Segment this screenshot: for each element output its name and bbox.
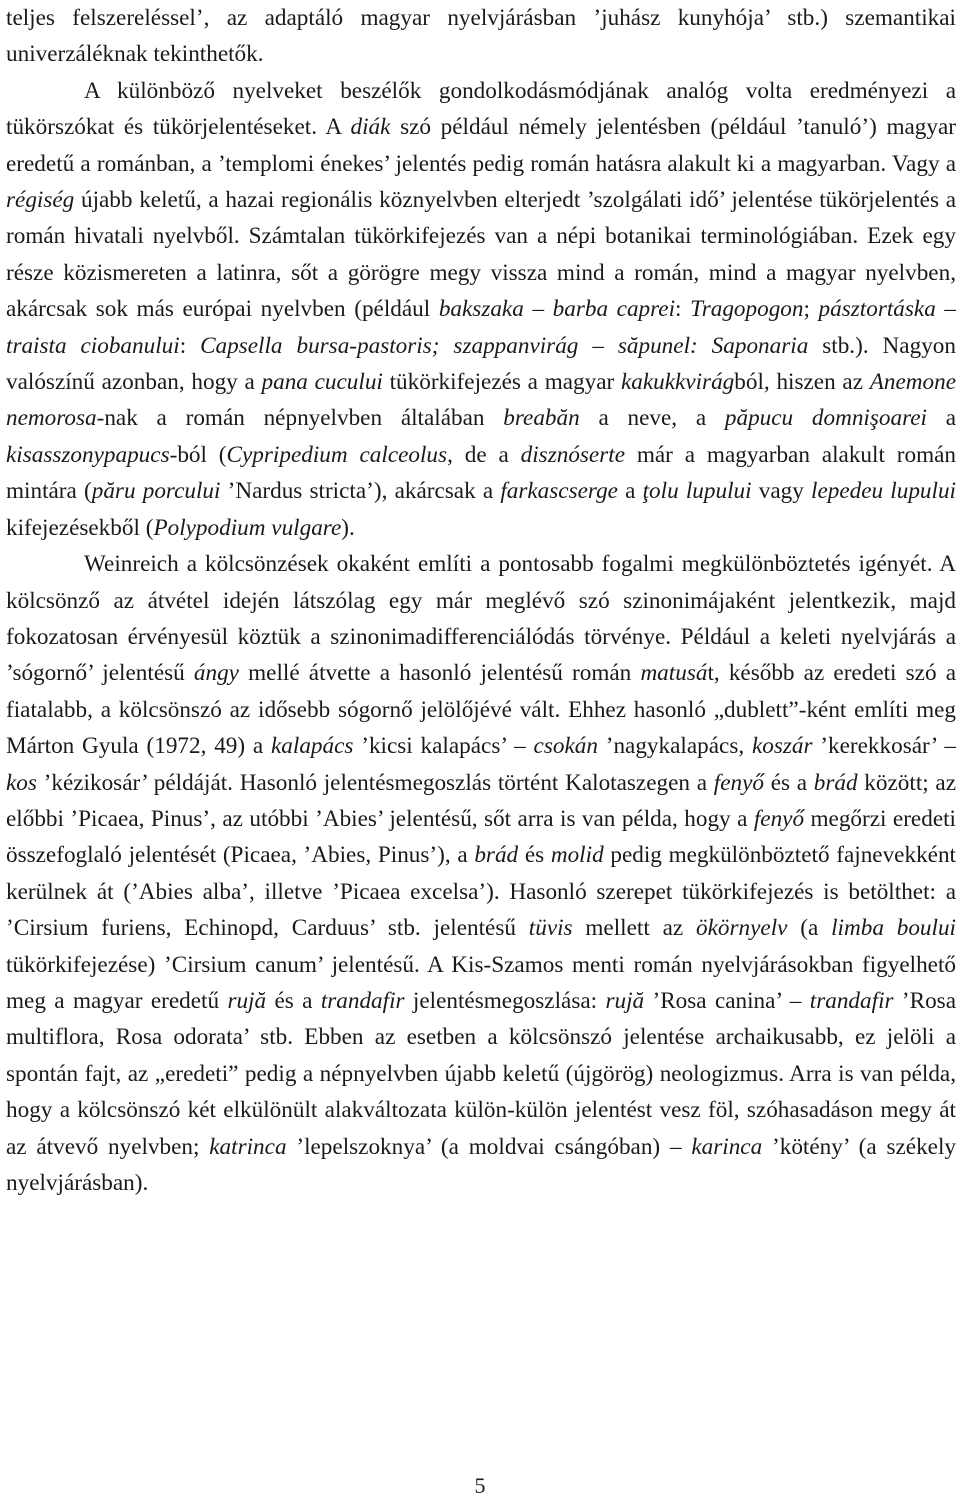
italic-term: régiség: [6, 187, 75, 214]
text-run: ).: [341, 514, 355, 541]
text-run: stb.). Nagyon valószínű azonban, hogy a: [6, 332, 956, 396]
italic-term: rujă: [605, 987, 645, 1014]
italic-term: trandafir: [320, 987, 405, 1014]
paragraph: [6, 546, 956, 1201]
paragraph: [6, 0, 956, 73]
paragraph: [6, 73, 956, 546]
text-run: ’kicsi kalapács’ –: [353, 733, 534, 760]
italic-term: brád: [474, 842, 519, 869]
italic-term: diák: [350, 114, 391, 141]
text-run: újabb keletű, a hazai regionális köznyelvben elterjedt ’szolgálati idő’ jelentése tükörjelentés a román hivatali nyelvből. Számtalan tükörkifejezés van a népi botanikai terminológiában. Ezek egy része közismereten a latinra, sőt a görögre megy vissza mind a román, mind a magyar nyelvben, akárcsak sok más európai nyelvben (például: [6, 187, 956, 323]
text-run: ’kézikosár’ példáját. Hasonló jelentésmegoszlás történt Kalotaszegen a: [36, 769, 714, 796]
text-run: –: [523, 296, 553, 323]
text-run: pedig megkülönböztető fajnevekként kerülnek át (’Abies alba’, illetve ’Picaea excelsa’). Hasonló szerepet tükörkifejezés is betölthet: a ’Cirsium furiens, Echinopd, Carduus’ stb. jelentésű: [6, 842, 956, 942]
italic-term: koszár: [751, 733, 813, 760]
text-run: szó például némely jelentésben (például ’tanuló’) magyar eredetű a románban, a ’templomi énekes’ jelentés pedig román hatásra alakult ki a magyarban. Vagy a: [6, 114, 956, 177]
text-run: jelentésmegoszlása:: [404, 987, 606, 1014]
text-run: ’lepelszoknya’ (a moldvai csángóban) –: [286, 1133, 692, 1160]
text-run: A különböző nyelveket beszélők gondolkodásmódjának analóg volta eredményezi a tükörszókat és tükörjelentéseket. A: [6, 77, 956, 141]
text-run: -nak a román népnyelvben általában: [96, 405, 504, 432]
text-run: és a: [763, 769, 814, 796]
italic-term: Cypripedium calceolus: [226, 441, 448, 468]
italic-term: molid: [550, 842, 604, 869]
italic-term: bakszaka: [438, 296, 524, 323]
italic-term: traista ciobanului: [6, 332, 180, 359]
text-run: –: [578, 332, 618, 359]
text-run: –: [935, 296, 956, 323]
italic-term: csokán: [533, 733, 598, 760]
italic-term: disznóserte: [520, 441, 625, 468]
text-run: ’nagykalapács,: [597, 733, 752, 760]
text-run: Weinreich a kölcsönzések okaként említi a pontosabb fogalmi megkülönböztetés igényét. A kölcsönző az átvétel idején látszólag egy már meglévő szó szinonimájaként jelentkezik, majd fokozatosan érvényesül köztük a szinonimadifferenciálódás törvénye. Például a keleti nyelvjárás a ’sógornő’ jelentésű: [6, 551, 956, 687]
italic-term: katrinca: [209, 1133, 287, 1160]
italic-term: limba boului: [831, 915, 956, 942]
italic-term: Tragopogon: [690, 296, 804, 323]
page-number: 5: [474, 1473, 486, 1498]
italic-term: matusá: [640, 660, 708, 687]
text-run: a neve, a: [579, 405, 725, 432]
italic-term: lepedeu lupului: [811, 478, 956, 505]
text-run: mellett az: [572, 915, 697, 942]
text-run: ;: [803, 296, 819, 323]
text-run: és a: [266, 987, 321, 1014]
italic-term: tüvis: [528, 915, 573, 942]
italic-term: trandafir: [809, 987, 894, 1014]
italic-term: ţolu lupului: [642, 478, 752, 505]
text-run: :: [179, 332, 201, 359]
italic-term: Anemone nemorosa: [6, 369, 957, 432]
text-run: és: [518, 842, 551, 869]
text-run: ’kötény’ (a székely nyelvjárásban).: [6, 1133, 957, 1196]
italic-term: Capsella bursa-pastoris; szappanvirág: [200, 332, 579, 359]
text-run: ’Nardus stricta’), akárcsak a: [220, 478, 501, 505]
text-run: mellé átvette a hasonló jelentésű román: [238, 660, 641, 687]
page-body: [6, 0, 956, 1201]
text-run: tükörkifejezés a magyar: [382, 369, 621, 396]
text-run: között; az előbbi ’Picaea, Pinus’, az utóbbi ’Abies’ jelentésű, sőt arra is van példa, hogy a: [6, 769, 957, 832]
italic-term: ökörnyelv: [696, 915, 788, 942]
text-run: ’kerekkosár’ –: [812, 733, 956, 760]
italic-term: kakukkvirág: [620, 369, 735, 396]
text-run: vagy: [751, 478, 812, 505]
text-run: a: [617, 478, 643, 505]
text-run: teljes felszereléssel’, az adaptáló magyar nyelvjárásban ’juhász kunyhója’ stb.) szemantikai univerzáléknak tekinthetők.: [6, 5, 956, 68]
italic-term: păpucu domnişoarei: [724, 405, 927, 432]
italic-term: kalapács: [271, 733, 354, 760]
text-run: :: [675, 296, 691, 323]
italic-term: săpunel: Saponaria: [617, 332, 809, 359]
italic-term: rujă: [227, 987, 267, 1014]
text-run: a: [926, 405, 957, 432]
text-run: ból, hiszen az: [734, 369, 870, 396]
italic-term: fenyő: [753, 805, 805, 832]
text-run: tükörkifejezése) ’Cirsium canum’ jelentésű. A Kis-Szamos menti román nyelvjárásokban figyelhető meg a magyar eredetű: [6, 951, 956, 1014]
italic-term: farkascserge: [500, 478, 618, 505]
text-run: ’Rosa canina’ –: [644, 987, 810, 1014]
italic-term: kos: [6, 769, 37, 796]
text-run: , de a: [447, 441, 521, 468]
text-run: megőrzi eredeti összefoglaló jelentését (Picaea, ’Abies, Pinus’), a: [6, 805, 956, 869]
italic-term: brád: [813, 769, 858, 796]
text-run: (a: [787, 915, 832, 942]
italic-term: kisasszonypapucs: [6, 441, 170, 468]
italic-term: barba caprei: [552, 296, 676, 323]
italic-term: karinca: [691, 1133, 763, 1160]
text-run: kifejezésekből (: [6, 514, 154, 541]
italic-term: pásztortáska: [818, 296, 936, 323]
italic-term: pana cucului: [261, 369, 383, 396]
text-run: t, később az eredeti szó a fiatalabb, a kölcsönszó az idősebb sógornő jelölőjévé vált. Ehhez hasonló „dublett”-ként említi meg Márton Gyula (1972, 49) a: [6, 660, 957, 760]
italic-term: păru porcului: [91, 478, 221, 505]
italic-term: fenyő: [713, 769, 764, 796]
text-run: ’Rosa multiflora, Rosa odorata’ stb. Ebben az esetben a kölcsönszó jelentése archaikusabb, ez jelöli a spontán fajt, az „eredeti” pedig a népnyelvben újabb keletű (újgörög) neologizmus. Arra is van példa, hogy a kölcsönszó két elkülönült alakváltozata külön-külön jelentést vesz föl, szóhasadáson megy át az átvevő nyelvben;: [6, 987, 956, 1160]
italic-term: ángy: [193, 660, 239, 687]
italic-term: breabăn: [503, 405, 580, 432]
italic-term: Polypodium vulgare: [153, 514, 342, 541]
text-run: -ból (: [169, 441, 227, 468]
text-run: már a magyarban alakult román mintára (: [6, 441, 956, 505]
